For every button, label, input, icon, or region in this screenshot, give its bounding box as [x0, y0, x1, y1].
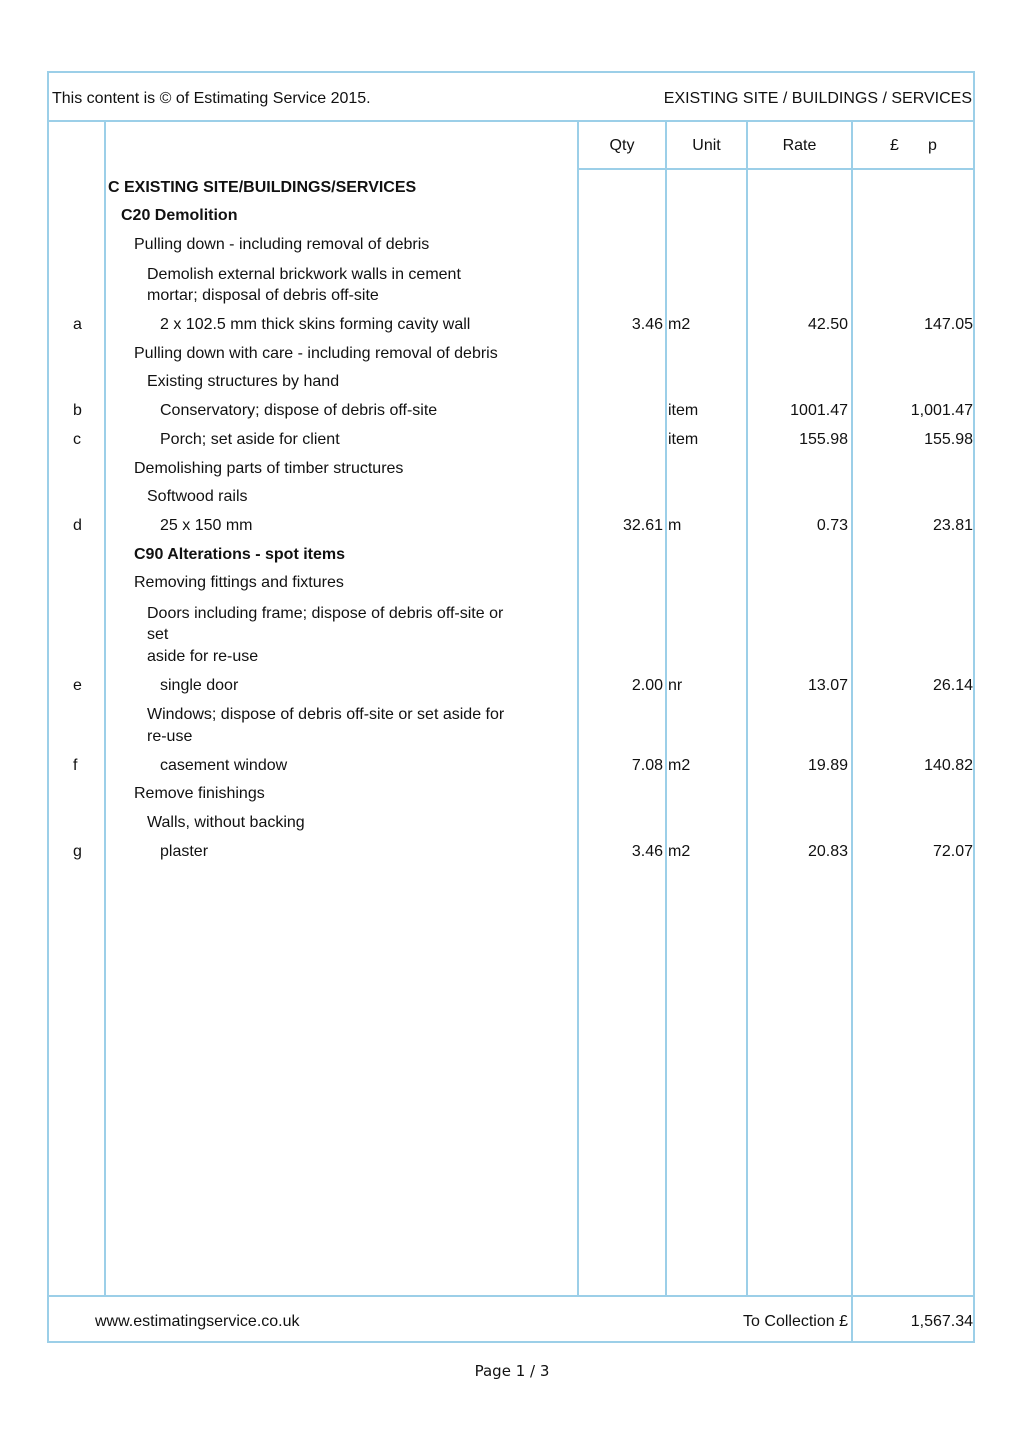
item-unit: m2 — [668, 316, 691, 333]
pence-header: p — [928, 137, 937, 154]
item-ref: f — [73, 757, 78, 774]
description-line: Demolish external brickwork walls in cement — [147, 266, 461, 283]
item-description: single door — [160, 677, 239, 694]
item-description: Porch; set aside for client — [160, 431, 340, 448]
description-line: aside for re-use — [147, 648, 259, 665]
item-ref: d — [73, 517, 82, 534]
subheading: Pulling down - including removal of debris — [134, 236, 430, 253]
item-total: 23.81 — [932, 517, 973, 534]
description-line: Windows; dispose of debris off-site or set aside for — [147, 706, 505, 723]
item-unit: m2 — [668, 757, 691, 774]
item-ref: b — [73, 402, 82, 419]
collection-total: 1,567.34 — [910, 1313, 973, 1330]
item-unit: item — [668, 402, 699, 419]
description-line: mortar; disposal of debris off-site — [147, 287, 379, 304]
subheading: Demolishing parts of timber structures — [134, 460, 404, 477]
item-description: 25 x 150 mm — [160, 517, 253, 534]
item-rate: 155.98 — [799, 431, 848, 448]
item-rate: 13.07 — [807, 677, 848, 694]
c20-heading: C20 Demolition — [121, 207, 238, 224]
rate-header: Rate — [782, 137, 817, 154]
item-ref: a — [73, 316, 82, 333]
item-total: 155.98 — [924, 431, 973, 448]
qty-header: Qty — [609, 137, 635, 154]
main-heading: C EXISTING SITE/BUILDINGS/SERVICES — [108, 179, 417, 196]
item-unit: m2 — [668, 843, 691, 860]
item-description: casement window — [160, 757, 288, 774]
subheading: Removing fittings and fixtures — [134, 574, 344, 591]
description-line: Doors including frame; dispose of debris off-site or — [147, 605, 504, 622]
item-rate: 1001.47 — [790, 402, 848, 419]
item-total: 147.05 — [924, 316, 973, 333]
description-line: Existing structures by hand — [147, 373, 340, 390]
item-description: Conservatory; dispose of debris off-site — [160, 402, 438, 419]
item-rate: 0.73 — [816, 517, 848, 534]
ref-column-line — [104, 120, 106, 1295]
unit-header: Unit — [692, 137, 721, 154]
item-total: 72.07 — [932, 843, 973, 860]
item-ref: g — [73, 843, 82, 860]
item-qty: 3.46 — [631, 843, 663, 860]
header-divider — [49, 120, 973, 122]
item-total: 1,001.47 — [910, 402, 973, 419]
section-title: EXISTING SITE / BUILDINGS / SERVICES — [663, 90, 972, 107]
item-qty: 7.08 — [631, 757, 663, 774]
footer-divider — [49, 1295, 973, 1297]
item-ref: e — [73, 677, 82, 694]
item-unit: item — [668, 431, 699, 448]
item-rate: 42.50 — [807, 316, 848, 333]
item-description: 2 x 102.5 mm thick skins forming cavity wall — [160, 316, 471, 333]
description-line: Walls, without backing — [147, 814, 305, 831]
qty-column-line — [577, 120, 579, 1295]
description-line: re-use — [147, 728, 193, 745]
item-unit: nr — [668, 677, 683, 694]
estimate-sheet — [47, 71, 975, 1343]
item-ref: c — [73, 431, 81, 448]
item-total: 140.82 — [924, 757, 973, 774]
description-line: Softwood rails — [147, 488, 248, 505]
c90-heading: C90 Alterations - spot items — [134, 546, 346, 563]
item-rate: 20.83 — [807, 843, 848, 860]
rate-column-line — [746, 120, 748, 1295]
item-description: plaster — [160, 843, 209, 860]
subheading: Pulling down with care - including removal of debris — [134, 345, 498, 362]
item-unit: m — [668, 517, 682, 534]
item-qty: 2.00 — [631, 677, 663, 694]
total-column-line — [851, 120, 853, 1343]
description-line: set — [147, 626, 169, 643]
column-header-divider — [577, 168, 973, 170]
item-rate: 19.89 — [807, 757, 848, 774]
website-link[interactable]: www.estimatingservice.co.uk — [95, 1313, 300, 1330]
item-qty: 32.61 — [622, 517, 663, 534]
item-total: 26.14 — [932, 677, 973, 694]
subheading: Remove finishings — [134, 785, 265, 802]
pounds-header: £ — [890, 137, 899, 154]
collection-label: To Collection £ — [743, 1313, 848, 1330]
unit-column-line — [665, 120, 667, 1295]
page-number: Page 1 / 3 — [474, 1362, 550, 1380]
copyright-notice: This content is © of Estimating Service 2015. — [52, 90, 371, 107]
item-qty: 3.46 — [631, 316, 663, 333]
